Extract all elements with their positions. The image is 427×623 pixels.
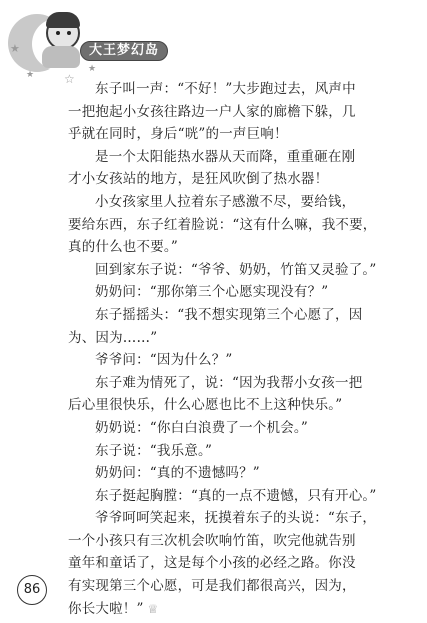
paragraph-line: 回到家东子说：“爷爷、奶奶，竹笛又灵验了。” [95, 261, 377, 278]
paragraph-line: 一个小孩只有三次机会吹响竹笛，吹完他就告别 [68, 532, 356, 549]
paragraph-line: 你长大啦！” [68, 600, 144, 617]
paragraph-line: 乎就在同时，身后“咣”的一声巨响！ [68, 126, 288, 143]
book-title: 大王梦幻岛 [88, 43, 159, 58]
paragraph-line: 后心里很快乐，什么心愿也比不上这种快乐。” [68, 397, 343, 414]
paragraph-line: 东子挺起胸膛：“真的一点不遗憾，只有开心。” [95, 487, 377, 504]
paragraph-line: 东子叫一声：“不好！”大步跑过去，风声中 [95, 81, 356, 97]
page-header [0, 0, 427, 90]
paragraph-line: 才小女孩站的地方，是狂风吹倒了热水器！ [68, 171, 329, 188]
paragraph-line: 童年和童话了，这是每个小孩的必经之路。你没 [68, 555, 356, 572]
paragraph-line: 爷爷呵呵笑起来，抚摸着东子的头说：“东子， [95, 510, 377, 527]
paragraph-line: 真的什么也不要。” [68, 239, 178, 256]
paragraph-line-last [68, 598, 386, 621]
child-eye [67, 31, 71, 35]
paragraph-line: 要给东西，东子红着脸说：“这有什么嘛，我不要， [68, 216, 377, 233]
paragraph-line: 奶奶说：“你白白浪费了一个机会。” [95, 419, 308, 436]
crown-icon: ♕ [147, 601, 159, 616]
paragraph-line: 为、因为……” [68, 329, 158, 346]
story-text [68, 78, 386, 620]
child-body [42, 46, 80, 68]
paragraph-line: 东子说：“我乐意。” [95, 442, 213, 459]
star-icon: ★ [26, 70, 35, 80]
paragraph-line: 有实现第三个心愿，可是我们都很高兴，因为， [68, 578, 356, 595]
child-hair [46, 12, 80, 28]
paragraph-line: 东子难为情死了，说：“因为我帮小女孩一把 [95, 374, 363, 391]
star-icon: ★ [10, 42, 20, 55]
page-number: 86 [17, 575, 47, 605]
paragraph-line: 奶奶问：“那你第三个心愿实现没有？” [95, 284, 329, 301]
star-icon: ☆ [64, 72, 75, 86]
paragraph-line: 东子摇摇头：“我不想实现第三个心愿了，因 [95, 306, 363, 323]
child-eye [56, 31, 60, 35]
paragraph-line: 是一个太阳能热水器从天而降，重重砸在刚 [95, 148, 356, 165]
paragraph-line: 小女孩家里人拉着东子感激不尽，要给钱， [95, 193, 356, 210]
star-icon: ★ [88, 64, 97, 74]
paragraph-line: 奶奶问：“真的不遗憾吗？” [95, 465, 260, 482]
paragraph-line: 爷爷问：“因为什么？” [95, 352, 233, 369]
paragraph-line: 一把抱起小女孩往路边一户人家的廊檐下躲，几 [68, 103, 356, 120]
